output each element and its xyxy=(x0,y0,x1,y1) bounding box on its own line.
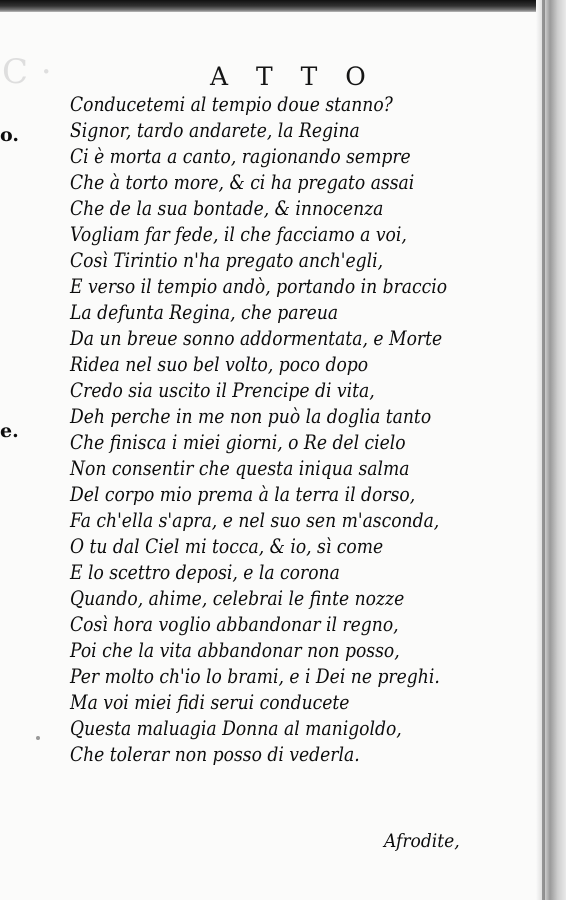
verse-line: Per molto ch'io lo brami, e i Dei ne preghi. xyxy=(70,665,440,688)
verse-line: Che à torto more, & ci ha pregato assai xyxy=(70,171,415,194)
verse-line: O tu dal Ciel mi tocca, & io, sì come xyxy=(70,535,384,558)
page-header: A T T O xyxy=(210,62,376,91)
verse-line: Ridea nel suo bel volto, poco dopo xyxy=(70,353,369,376)
verse-line: Conducetemi al tempio doue stanno? xyxy=(70,93,393,116)
verse-line: Credo sia uscito il Prencipe di vita, xyxy=(70,379,375,402)
verse-line: Signor, tardo andarete, la Regina xyxy=(70,119,360,142)
verse-line: Vogliam far fede, il che facciamo a voi, xyxy=(70,223,407,246)
speaker-abbrev: e. xyxy=(0,420,19,442)
verse-block xyxy=(70,92,510,768)
verse-line: Deh perche in me non può la doglia tanto xyxy=(70,405,432,428)
verse-line: Ma voi miei fidi serui conducete xyxy=(70,691,350,714)
verse-line: Poi che la vita abbandonar non posso, xyxy=(70,639,400,662)
verse-line: Che finisca i miei giorni, o Re del cielo xyxy=(70,431,406,454)
verse-line: Non consentir che questa iniqua salma xyxy=(70,457,410,480)
page-edge-line xyxy=(542,0,545,900)
verse-line: Da un breue sonno addormentata, e Morte xyxy=(70,327,443,350)
verse-line: Questa maluagia Donna al manigoldo, xyxy=(70,717,402,740)
speaker-abbrev: o. xyxy=(0,124,19,146)
page-edge xyxy=(536,0,566,900)
catchword: Afrodite, xyxy=(384,830,460,852)
verse-line: Ci è morta a canto, ragionando sempre xyxy=(70,145,411,168)
verse-line: La defunta Regina, che pareua xyxy=(70,301,339,324)
verse-line: Fa ch'ella s'apra, e nel suo sen m'asconda, xyxy=(70,509,440,532)
verse-line: Così hora voglio abbandonar il regno, xyxy=(70,613,399,636)
verse-line: E verso il tempio andò, portando in braccio xyxy=(70,275,448,298)
verse-line: E lo scettro deposi, e la corona xyxy=(70,561,340,584)
ink-speck xyxy=(36,736,40,740)
verse-line: Quando, ahime, celebrai le finte nozze xyxy=(70,587,405,610)
verse-line: Che tolerar non posso di vederla. xyxy=(70,743,360,766)
bleed-through-mark: C · xyxy=(2,52,53,92)
binding-shadow xyxy=(0,0,566,12)
verse-line: Così Tirintio n'ha pregato anch'egli, xyxy=(70,249,384,272)
verse-line: Che de la sua bontade, & innocenza xyxy=(70,197,384,220)
verse-line: Del corpo mio prema à la terra il dorso, xyxy=(70,483,416,506)
